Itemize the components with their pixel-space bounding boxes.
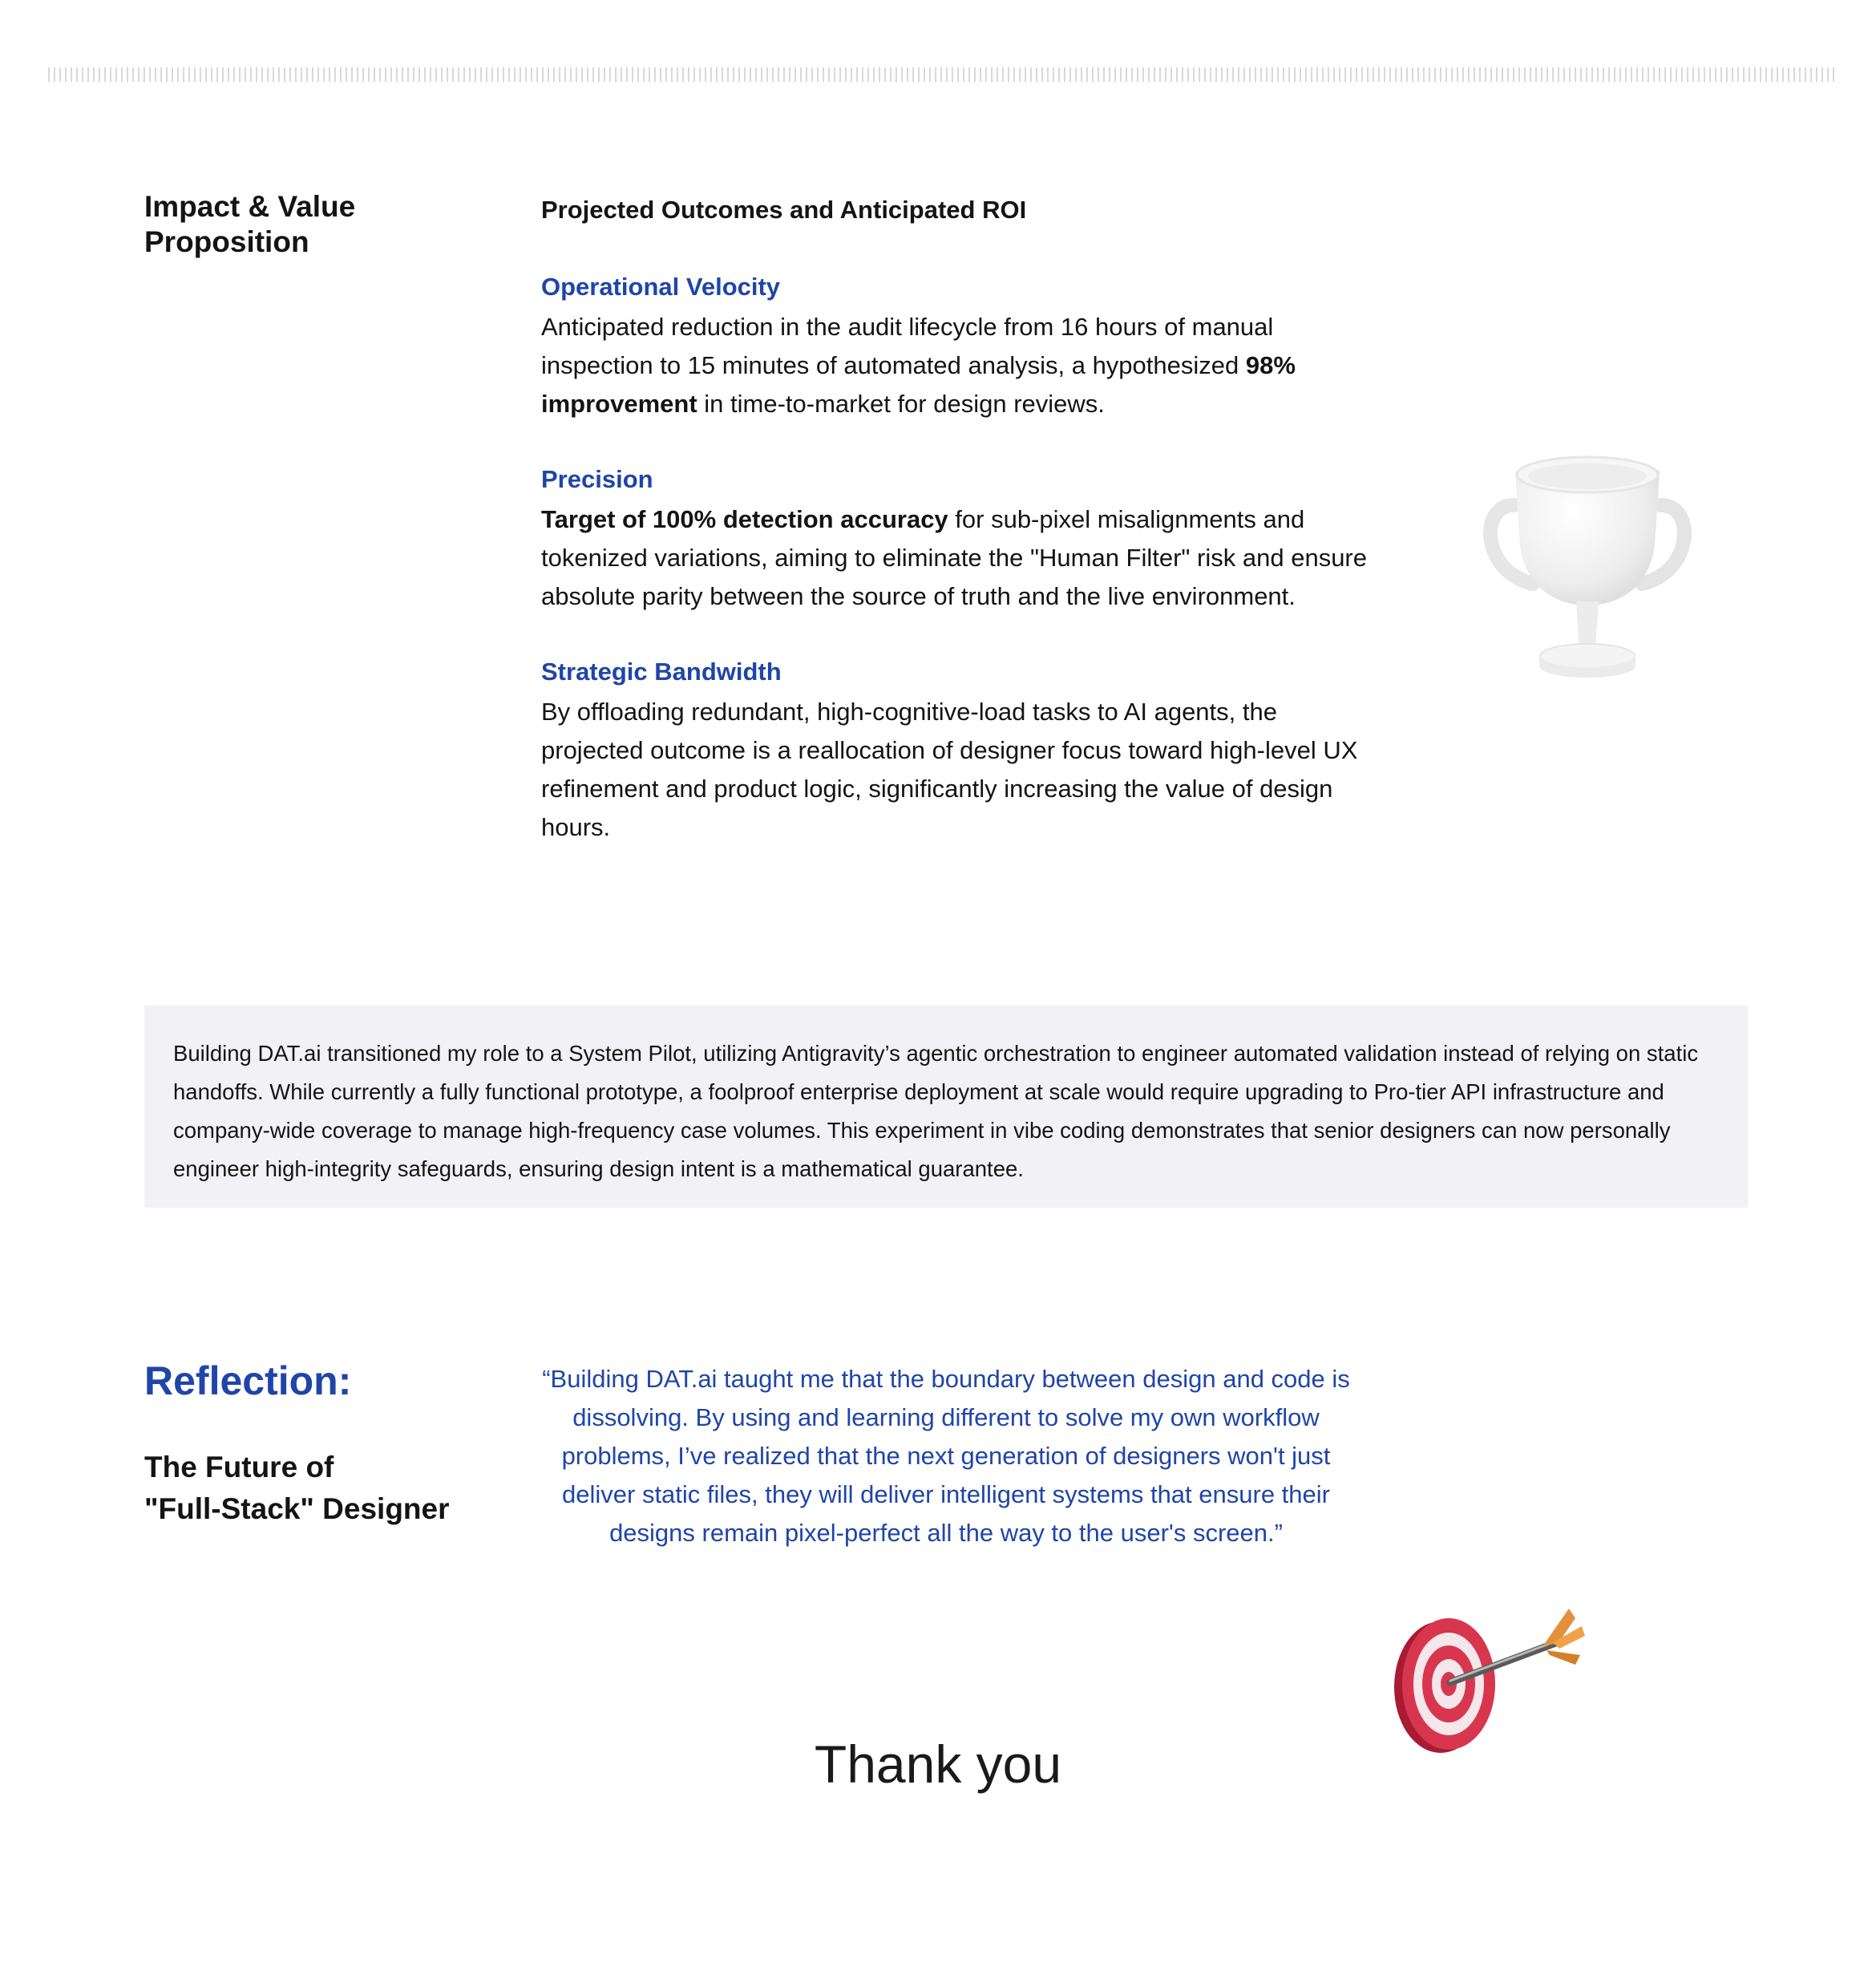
- bandwidth-block: [541, 654, 1375, 847]
- precision-title: Precision: [541, 465, 653, 493]
- closing-thank-you: Thank you: [814, 1734, 1062, 1794]
- note-text: Building DAT.ai transitioned my role to a System Pilot, utilizing Antigravity’s agentic orchestration to engineer automated validation instead of relying on static handoffs. While currently a fully functional prototype, a foolproof enterprise deployment at scale would require upgrading to Pro-tier API infrastructure and company-wide coverage to manage high-frequency case volumes. This experiment in vibe coding demonstrates that senior designers can now personally engineer high-integrity safeguards, ensuring design intent is a mathematical guarantee.: [173, 1041, 1699, 1181]
- precision-body: [541, 500, 1375, 616]
- bandwidth-body: By offloading redundant, high-cognitive-load tasks to AI agents, the projected outcome is a reallocation of designer focus toward high-level UX refinement and product logic, significantly increasing the value of design hours.: [541, 698, 1358, 841]
- note-callout: [144, 1006, 1748, 1208]
- impact-content: [541, 192, 1375, 885]
- decorative-hatch-divider: [48, 67, 1834, 82]
- velocity-body-emphasis: 98% improvement: [541, 351, 1296, 418]
- impact-subheading: Projected Outcomes and Anticipated ROI: [541, 196, 1027, 224]
- velocity-body: [541, 308, 1375, 423]
- reflection-quote: “Building DAT.ai taught me that the boundary between design and code is dissolving. By using and learning different to solve my own workflow problems, I’ve realized that the next generation of designers won't just deliver static files, they will deliver intelligent systems that ensure their designs remain pixel-perfect all the way to the user's screen.”: [542, 1365, 1350, 1547]
- reflection-subtitle-line1: The Future of: [144, 1451, 334, 1483]
- trophy-icon: [1483, 441, 1692, 690]
- impact-section-title: Impact & Value Proposition: [144, 190, 356, 258]
- precision-body-text: for sub-pixel misalignments and tokenized variations, aiming to eliminate the "Human Filter" risk and ensure absolute parity between the source of truth and the live environment.: [541, 505, 1367, 610]
- reflection-title: Reflection:: [144, 1358, 352, 1403]
- reflection-subtitle: [144, 1447, 505, 1530]
- precision-body-emphasis: Target of 100% detection accuracy: [541, 505, 948, 533]
- precision-block: [541, 462, 1375, 616]
- velocity-title: Operational Velocity: [541, 273, 781, 301]
- bandwidth-title: Strategic Bandwidth: [541, 658, 782, 686]
- velocity-body-text-a: Anticipated reduction in the audit lifecycle from 16 hours of manual inspection to 15 minutes of automated analysis, a hypothesized: [541, 313, 1274, 379]
- reflection-subtitle-line2: "Full-Stack" Designer: [144, 1492, 450, 1525]
- velocity-body-text-b: in time-to-market for design reviews.: [697, 390, 1105, 418]
- velocity-block: [541, 269, 1375, 423]
